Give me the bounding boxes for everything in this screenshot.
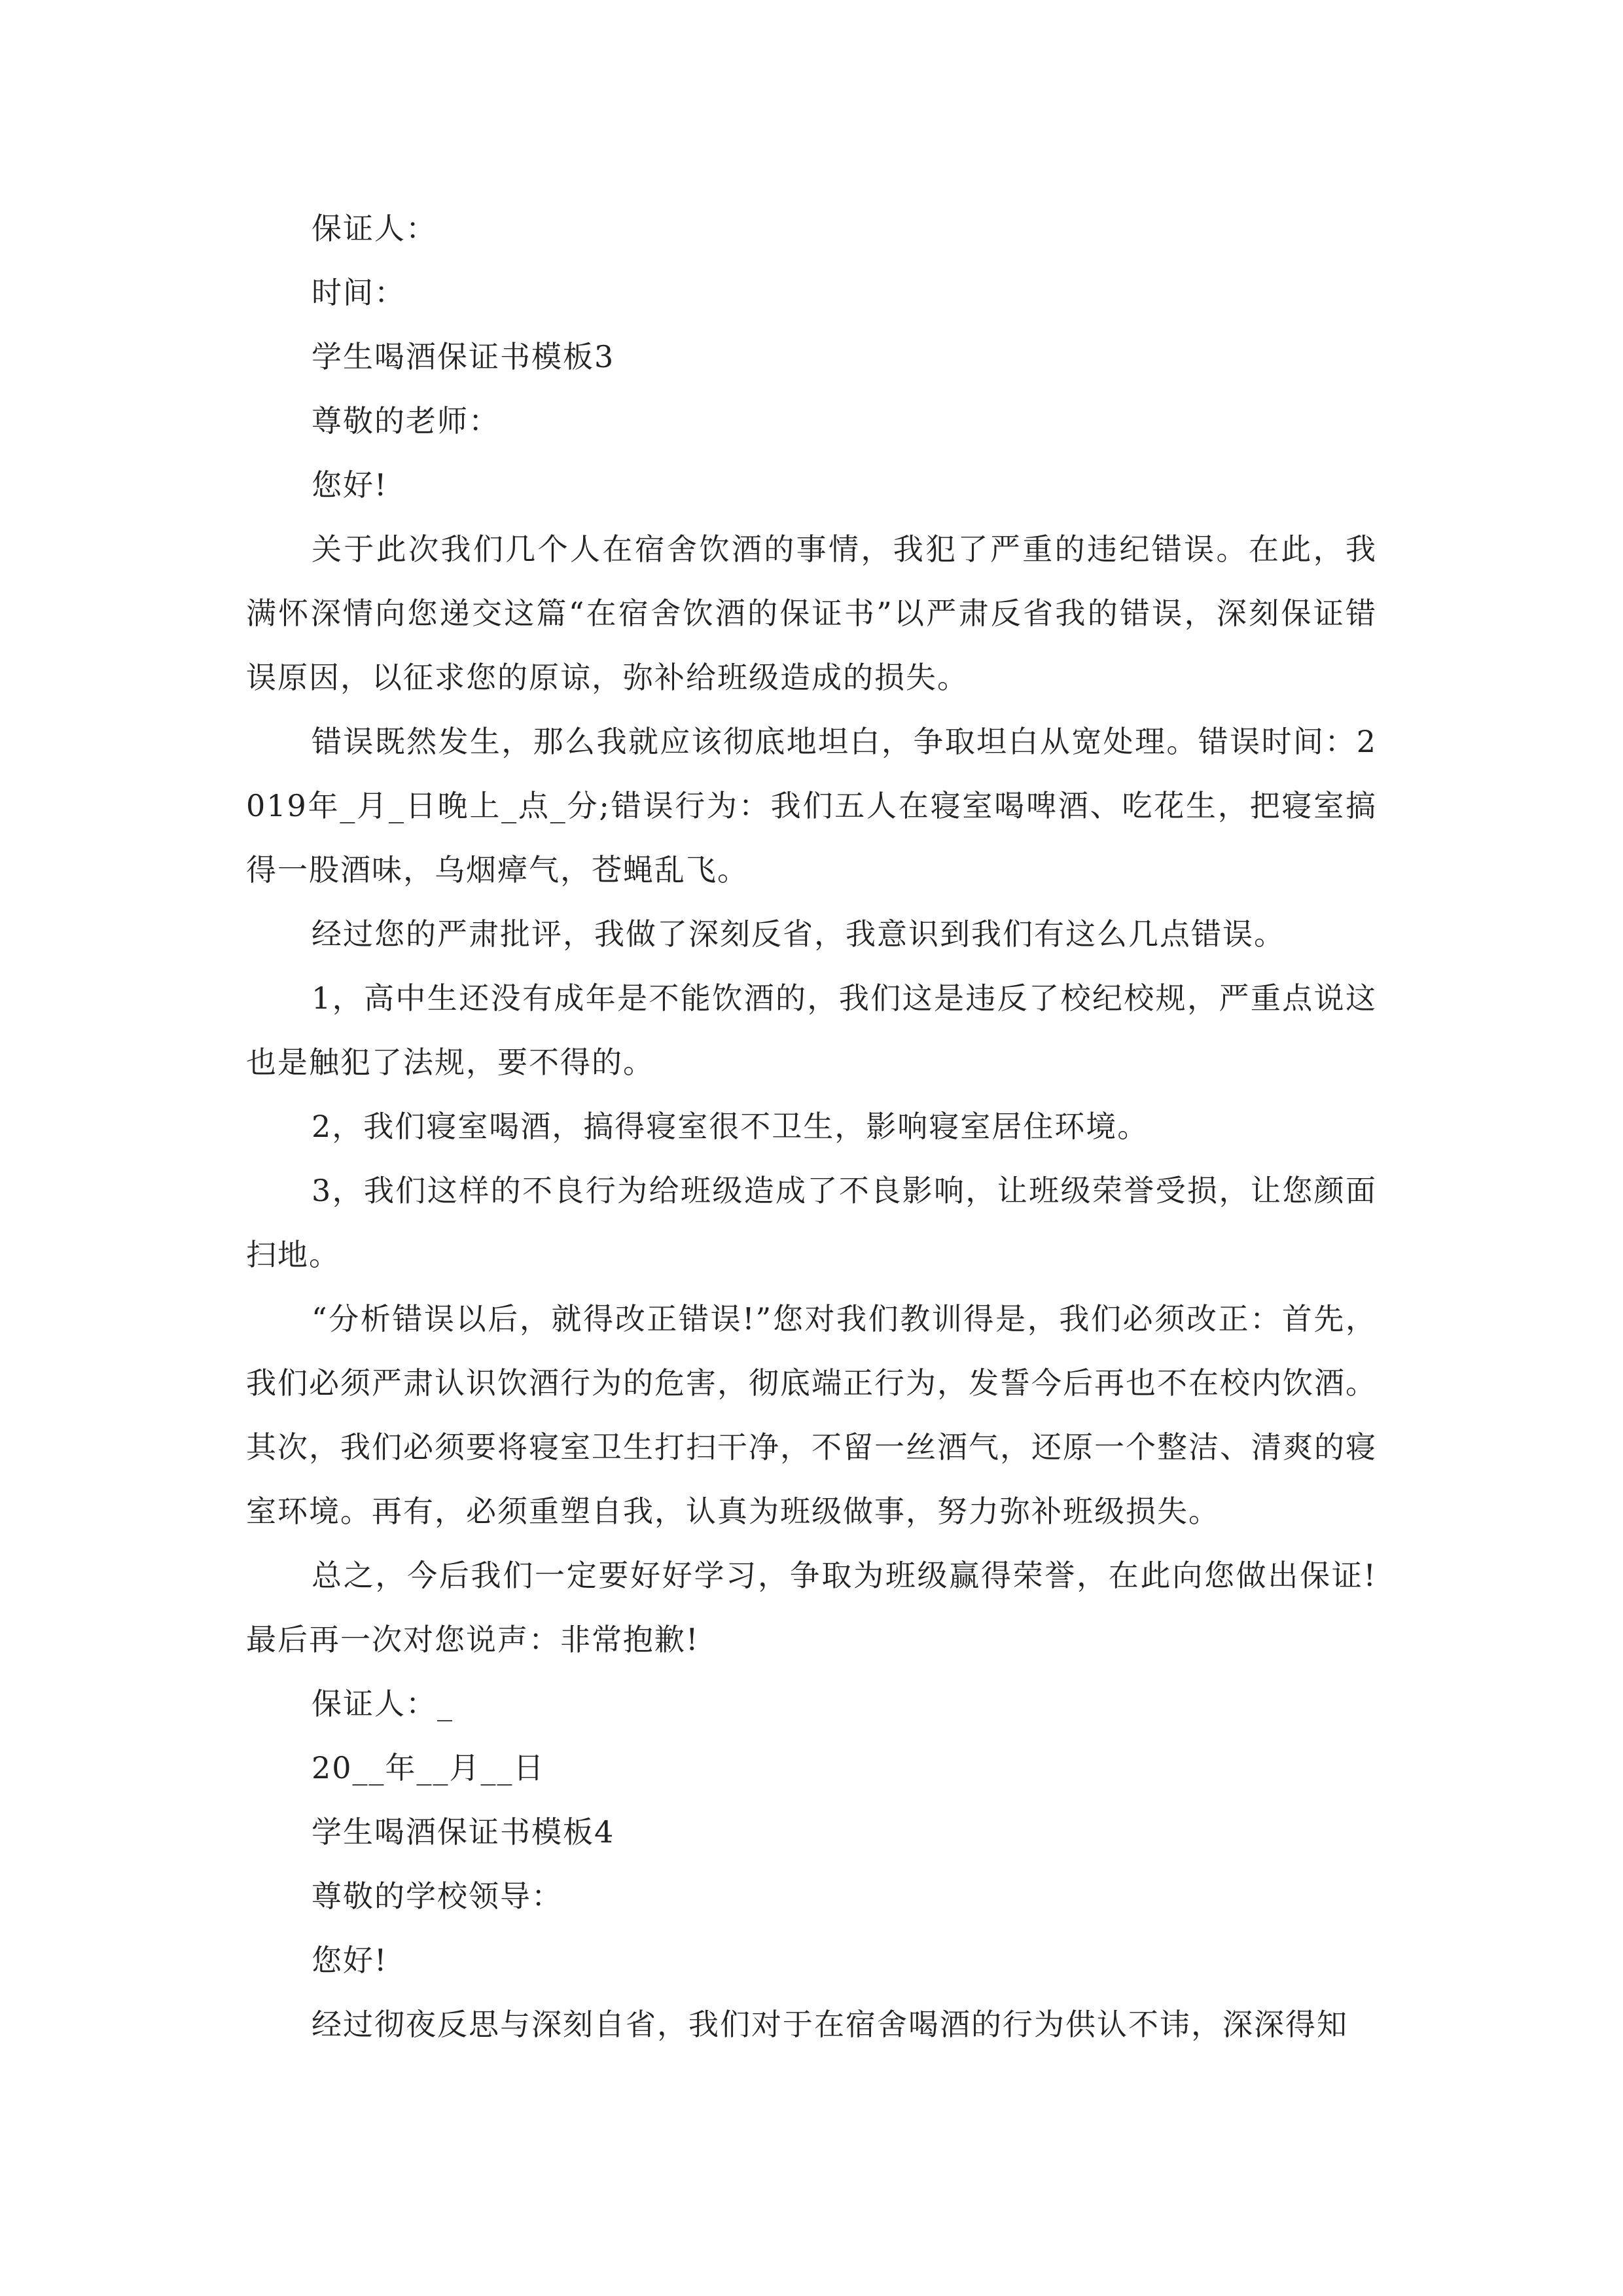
template-3-title: 学生喝酒保证书模板3 [312,339,615,374]
salutation-leaders: 尊敬的学校领导： [312,1878,563,1914]
date-line: 20__年__月__日 [312,1750,545,1785]
paragraph-conclusion: 总之，今后我们一定要好好学习，争取为班级赢得荣誉，在此向您做出保证!最后再一次对您说声：非常抱歉! [246,1558,1377,1657]
paragraph-correction: “分析错误以后，就得改正错误!”您对我们教训得是，我们必须改正：首先，我们必须严肃认识饮酒行为的危害，彻底端正行为，发誓今后再也不在校内饮酒。其次，我们必须要将寝室卫生打扫干净，不留一丝酒气，还原一个整洁、清爽的寝室环境。再有，必须重塑自我，认真为班级做事，努力弥补班级损失。 [246,1301,1377,1529]
paragraph-intro: 关于此次我们几个人在宿舍饮酒的事情，我犯了严重的违纪错误。在此，我满怀深情向您递交这篇“在宿舍饮酒的保证书”以严肃反省我的错误，深刻保证错误原因，以征求您的原谅，弥补给班级造成的损失。 [246,531,1377,695]
greeting: 您好! [312,467,388,503]
guarantor-label: 保证人： [312,211,437,246]
guarantor-signature: 保证人：_ [312,1686,454,1721]
salutation-teacher: 尊敬的老师： [312,403,500,439]
paragraph-error-details: 错误既然发生，那么我就应该彻底地坦白，争取坦白从宽处理。错误时间：2019年_月_日晚上_点_分;错误行为：我们五人在寝室喝啤酒、吃花生，把寝室搞得一股酒味，乌烟瘴气，苍蝇乱飞。 [246,724,1377,888]
paragraph-point-3: 3，我们这样的不良行为给班级造成了不良影响，让班级荣誉受损，让您颜面扫地。 [246,1173,1377,1272]
document-body [246,196,1377,2056]
time-label: 时间： [312,275,406,310]
paragraph-point-2: 2，我们寝室喝酒，搞得寝室很不卫生，影响寝室居住环境。 [312,1109,1149,1144]
template-4-title: 学生喝酒保证书模板4 [312,1814,615,1850]
paragraph-final: 经过彻夜反思与深刻自省，我们对于在宿舍喝酒的行为供认不讳，深深得知 [312,2007,1348,2042]
paragraph-point-1: 1，高中生还没有成年是不能饮酒的，我们这是违反了校纪校规，严重点说这也是触犯了法规，要不得的。 [246,980,1377,1080]
paragraph-reflection: 经过您的严肃批评，我做了深刻反省，我意识到我们有这么几点错误。 [312,916,1285,952]
greeting-2: 您好! [312,1943,388,1978]
